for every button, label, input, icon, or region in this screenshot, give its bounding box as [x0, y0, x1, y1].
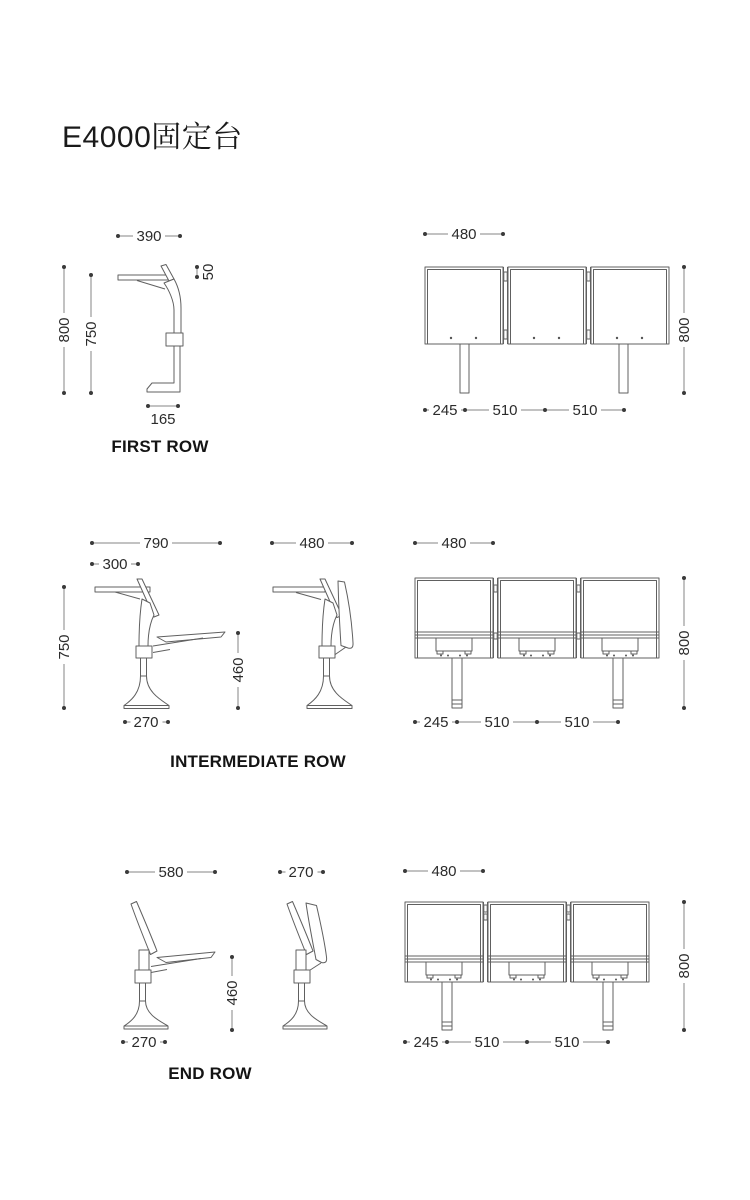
first-row-side-view — [118, 265, 183, 393]
dim-text: 480 — [441, 535, 467, 552]
int-side-dim-total-depth — [90, 535, 222, 552]
int-front-dim-unit-width — [413, 535, 495, 552]
end-folded-dim-depth — [278, 864, 325, 881]
first-front-dim-leg-pitch — [423, 402, 626, 419]
int-side-dim-foot-width — [123, 714, 170, 731]
dim-text: 480 — [451, 226, 477, 243]
section-label-first-row: FIRST ROW — [111, 437, 209, 456]
dim-text: 800 — [676, 630, 693, 656]
intermediate-row-side-view-open — [95, 579, 225, 709]
intermediate-row-front-view — [415, 578, 659, 708]
dim-text: 480 — [299, 535, 325, 552]
int-front-dim-height — [676, 576, 693, 710]
section-label-intermediate-row: INTERMEDIATE ROW — [170, 752, 346, 771]
dim-text: 580 — [158, 864, 184, 881]
end-front-dim-leg-pitch — [403, 1034, 610, 1051]
page-title: E4000固定台 — [62, 121, 243, 154]
first-side-dim-lip — [195, 264, 217, 281]
section-label-end-row: END ROW — [168, 1064, 252, 1083]
first-front-dim-height — [676, 265, 693, 395]
int-front-dim-leg-pitch — [413, 714, 620, 731]
dim-text: 245 — [432, 402, 458, 419]
dim-text: 510 — [572, 402, 598, 419]
end-front-dim-unit-width — [403, 863, 485, 880]
dim-text: 800 — [676, 953, 693, 979]
dim-text: 800 — [56, 317, 73, 343]
dim-text: 270 — [288, 864, 314, 881]
first-side-dim-surface-height — [83, 273, 100, 395]
end-row-side-view-open — [124, 902, 215, 1030]
int-side-dim-desk-depth — [90, 556, 140, 573]
first-front-dim-unit-width — [423, 226, 505, 243]
first-side-dim-foot-depth — [146, 404, 180, 428]
int-side-dim-surface-height — [56, 585, 73, 710]
end-side-dim-foot-width — [121, 1034, 167, 1051]
dim-text: 800 — [676, 317, 693, 343]
first-row-front-view — [425, 267, 669, 393]
end-row-front-view — [405, 902, 649, 1030]
dim-text: 480 — [431, 863, 457, 880]
end-front-dim-height — [676, 900, 693, 1032]
dim-text: 510 — [564, 714, 590, 731]
dim-text: 510 — [484, 714, 510, 731]
dim-text: 460 — [224, 980, 241, 1006]
dim-text: 270 — [131, 1034, 157, 1051]
first-side-dim-overall-height — [56, 265, 73, 395]
end-side-dim-seat-height — [224, 955, 241, 1032]
int-folded-dim-depth — [270, 535, 354, 552]
dim-text: 245 — [423, 714, 449, 731]
end-side-dim-total-depth — [125, 864, 217, 881]
intermediate-row-side-view-folded — [273, 579, 353, 709]
dim-text: 510 — [474, 1034, 500, 1051]
dim-text: 510 — [492, 402, 518, 419]
dim-text: 790 — [143, 535, 169, 552]
dim-text: 165 — [150, 411, 176, 428]
dim-text: 270 — [133, 714, 159, 731]
dim-text: 510 — [554, 1034, 580, 1051]
dim-text: 460 — [230, 657, 247, 683]
dim-text: 245 — [413, 1034, 439, 1051]
dim-text: 50 — [200, 263, 217, 281]
first-side-dim-width — [116, 228, 182, 245]
end-row-side-view-folded — [283, 902, 327, 1030]
dim-text: 750 — [83, 321, 100, 347]
dim-text: 300 — [102, 556, 128, 573]
int-side-dim-seat-height — [230, 631, 247, 710]
dim-text: 390 — [136, 228, 162, 245]
dim-text: 750 — [56, 634, 73, 660]
